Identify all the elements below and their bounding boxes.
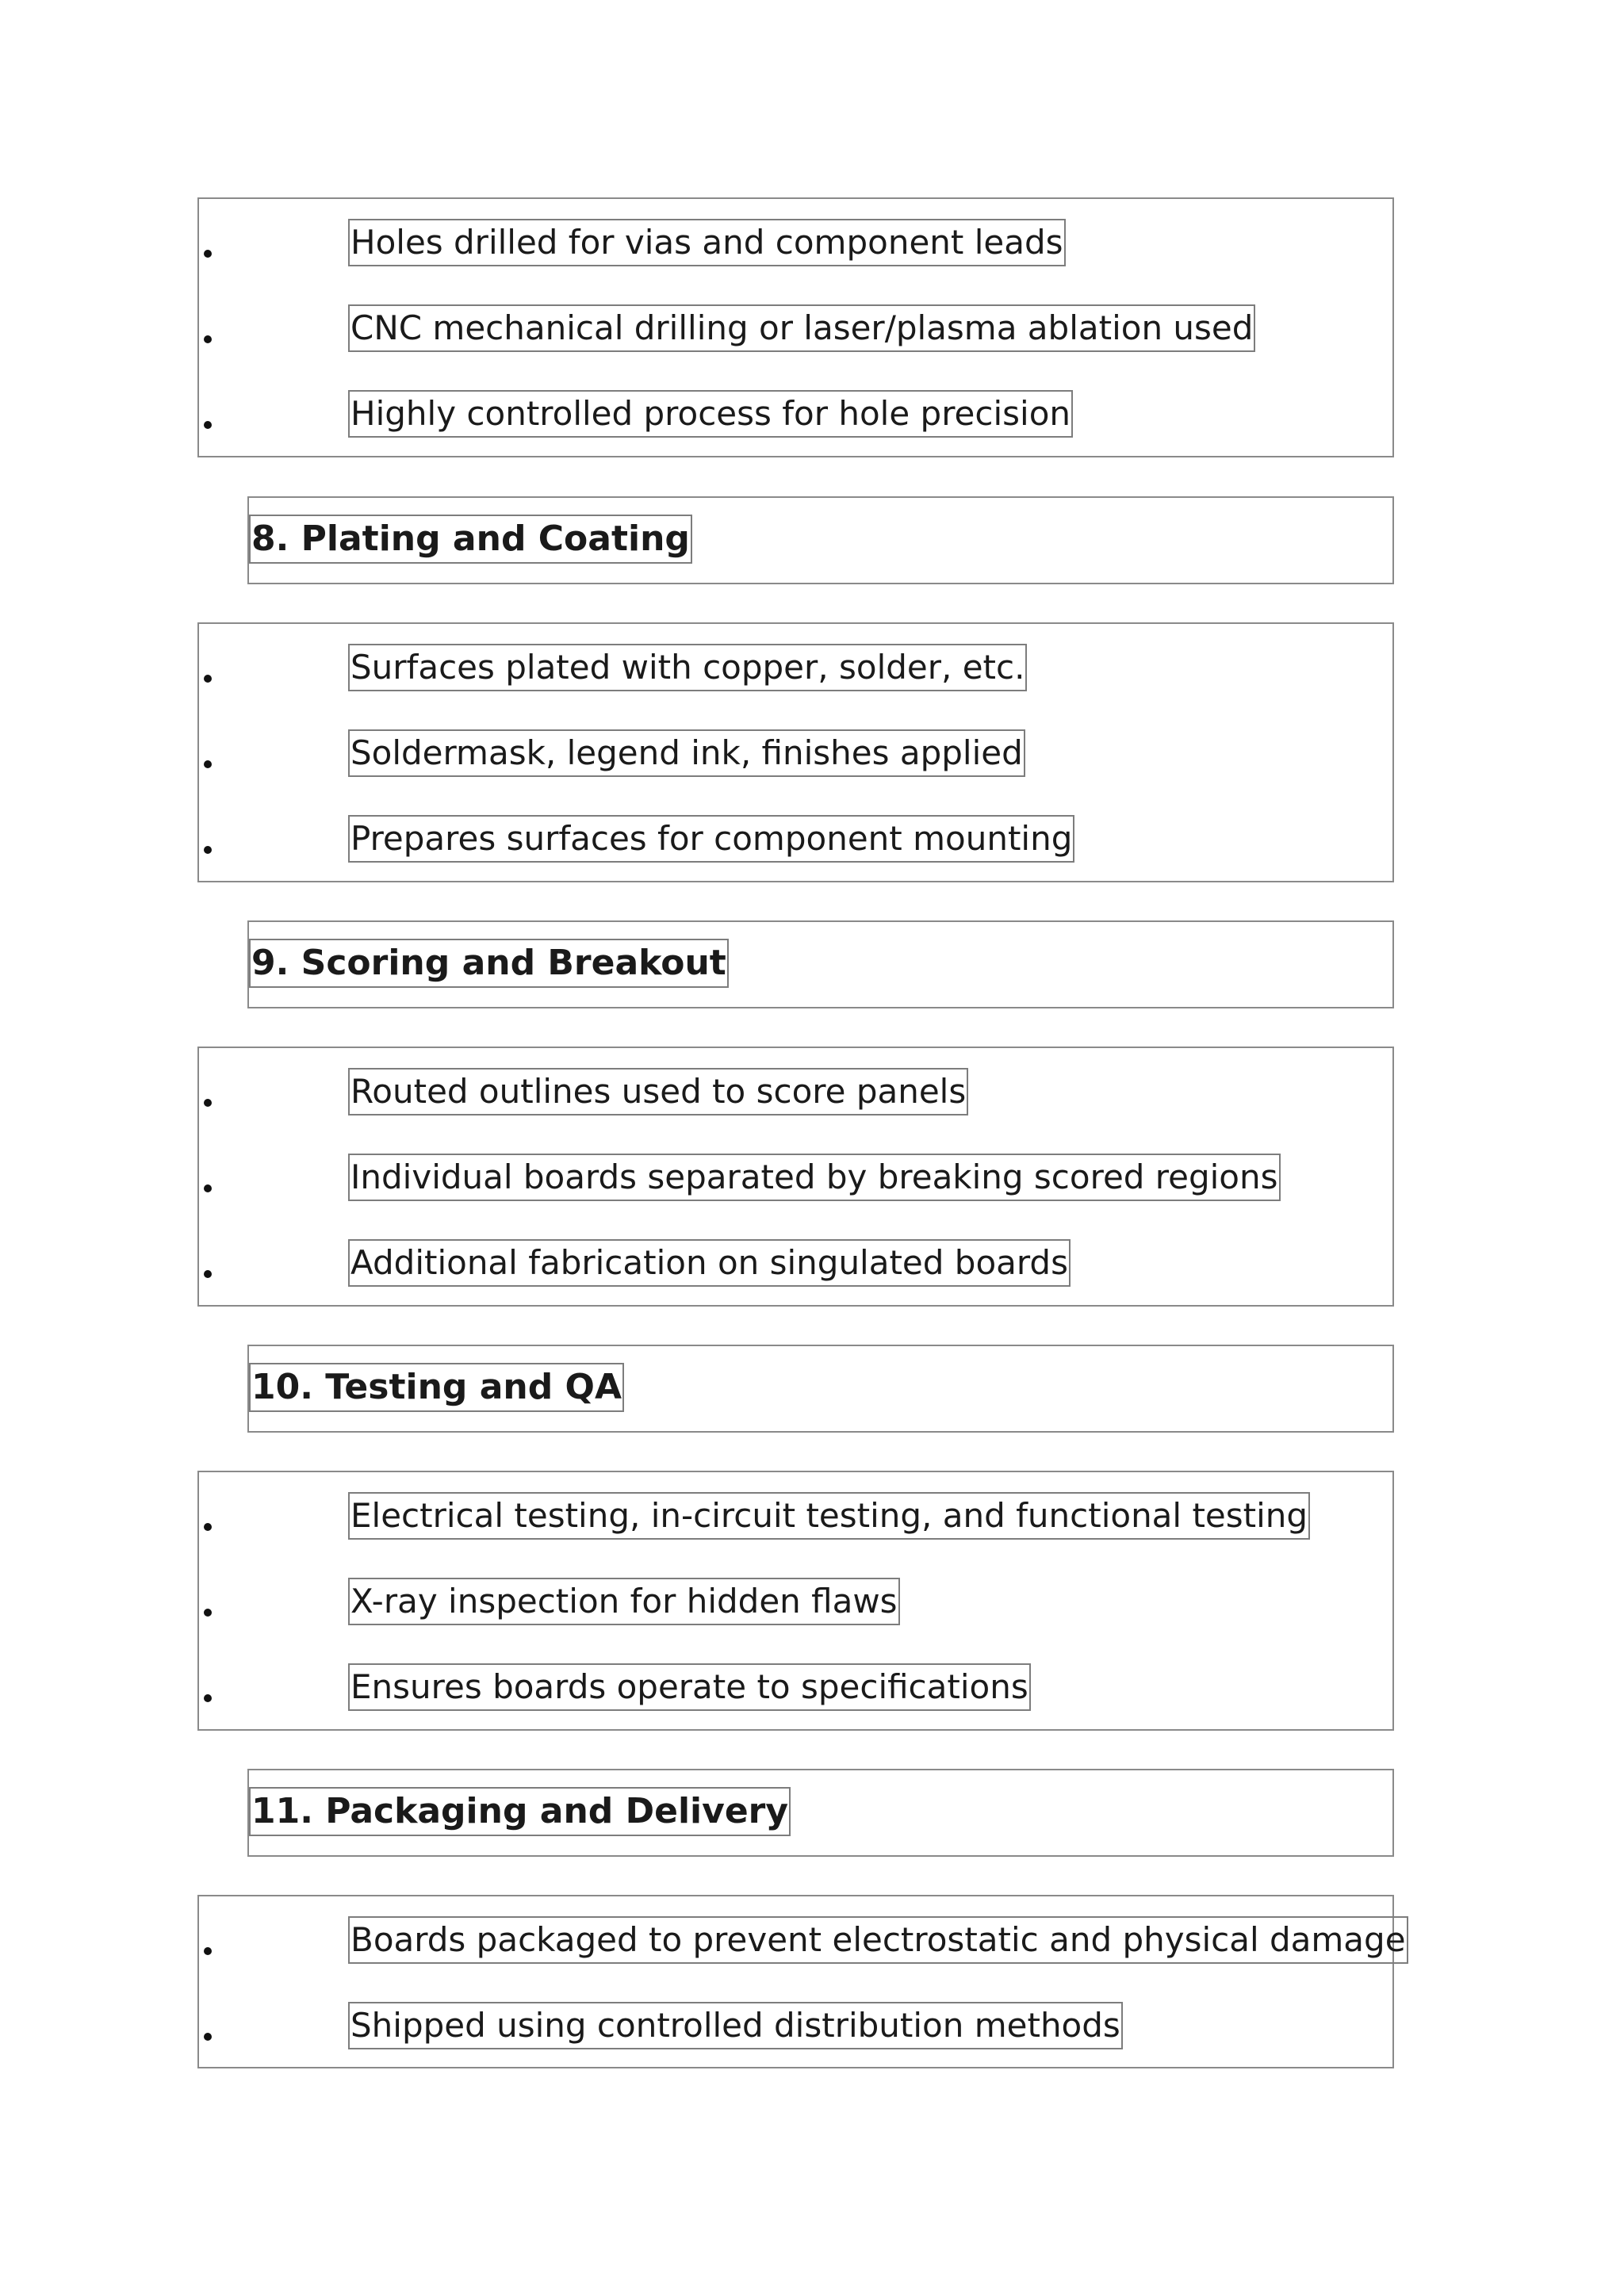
list-item: [199, 1916, 1406, 1967]
testing-list: [197, 1471, 1394, 1731]
bullet-icon: [204, 760, 212, 768]
bullet-icon: [204, 846, 212, 854]
list-item-text: Ensures boards operate to specifications: [348, 1663, 1031, 1711]
bullet-icon: [204, 1184, 212, 1192]
list-item: [199, 304, 1392, 355]
list-item-text: CNC mechanical drilling or laser/plasma ablation used: [348, 304, 1255, 352]
list-item: [199, 729, 1392, 780]
list-item-text: Boards packaged to prevent electrostatic and physical damage: [348, 1916, 1408, 1964]
list-item-text: Shipped using controlled distribution methods: [348, 2002, 1123, 2049]
section-heading: 10. Testing and QA: [249, 1363, 624, 1412]
list-item-text: Additional fabrication on singulated boards: [348, 1239, 1071, 1287]
bullet-icon: [204, 1270, 212, 1278]
list-item: [199, 644, 1392, 695]
bullet-icon: [204, 250, 212, 258]
section-heading-box: [247, 920, 1394, 1008]
list-item-text: Electrical testing, in-circuit testing, and functional testing: [348, 1492, 1310, 1540]
list-item-text: Soldermask, legend ink, finishes applied: [348, 729, 1025, 777]
list-item: [199, 1492, 1392, 1543]
list-item-text: Individual boards separated by breaking scored regions: [348, 1154, 1281, 1201]
bullet-icon: [204, 1523, 212, 1531]
section-heading-box: [247, 496, 1394, 584]
list-item: [199, 390, 1392, 441]
bullet-icon: [204, 1099, 212, 1107]
list-item: [199, 815, 1392, 866]
list-item: [199, 1578, 1392, 1628]
bullet-icon: [204, 675, 212, 683]
bullet-icon: [204, 335, 212, 343]
plating-list: [197, 622, 1394, 882]
section-heading-box: [247, 1345, 1394, 1433]
list-item: [199, 1663, 1392, 1714]
list-item: [199, 1239, 1392, 1290]
scoring-list: [197, 1047, 1394, 1307]
bullet-icon: [204, 1694, 212, 1702]
bullet-icon: [204, 1609, 212, 1617]
list-item: [199, 1154, 1392, 1204]
list-item: [199, 2002, 1392, 2053]
bullet-icon: [204, 421, 212, 429]
packaging-list: [197, 1895, 1406, 2068]
list-item: [199, 1068, 1392, 1119]
list-item-text: Holes drilled for vias and component leads: [348, 219, 1066, 266]
bullet-icon: [204, 1947, 212, 1955]
list-item-text: Prepares surfaces for component mounting: [348, 815, 1074, 863]
list-item-text: Highly controlled process for hole precision: [348, 390, 1073, 438]
section-heading: 11. Packaging and Delivery: [249, 1787, 791, 1836]
section-heading: 8. Plating and Coating: [249, 515, 692, 564]
bullet-icon: [204, 2033, 212, 2041]
list-item-text: Routed outlines used to score panels: [348, 1068, 968, 1115]
list-item-text: X-ray inspection for hidden flaws: [348, 1578, 900, 1625]
list-item: [199, 219, 1392, 270]
section-heading: 9. Scoring and Breakout: [249, 939, 729, 988]
drilling-list: [197, 197, 1394, 457]
list-item-text: Surfaces plated with copper, solder, etc.: [348, 644, 1027, 691]
section-heading-box: [247, 1769, 1394, 1857]
